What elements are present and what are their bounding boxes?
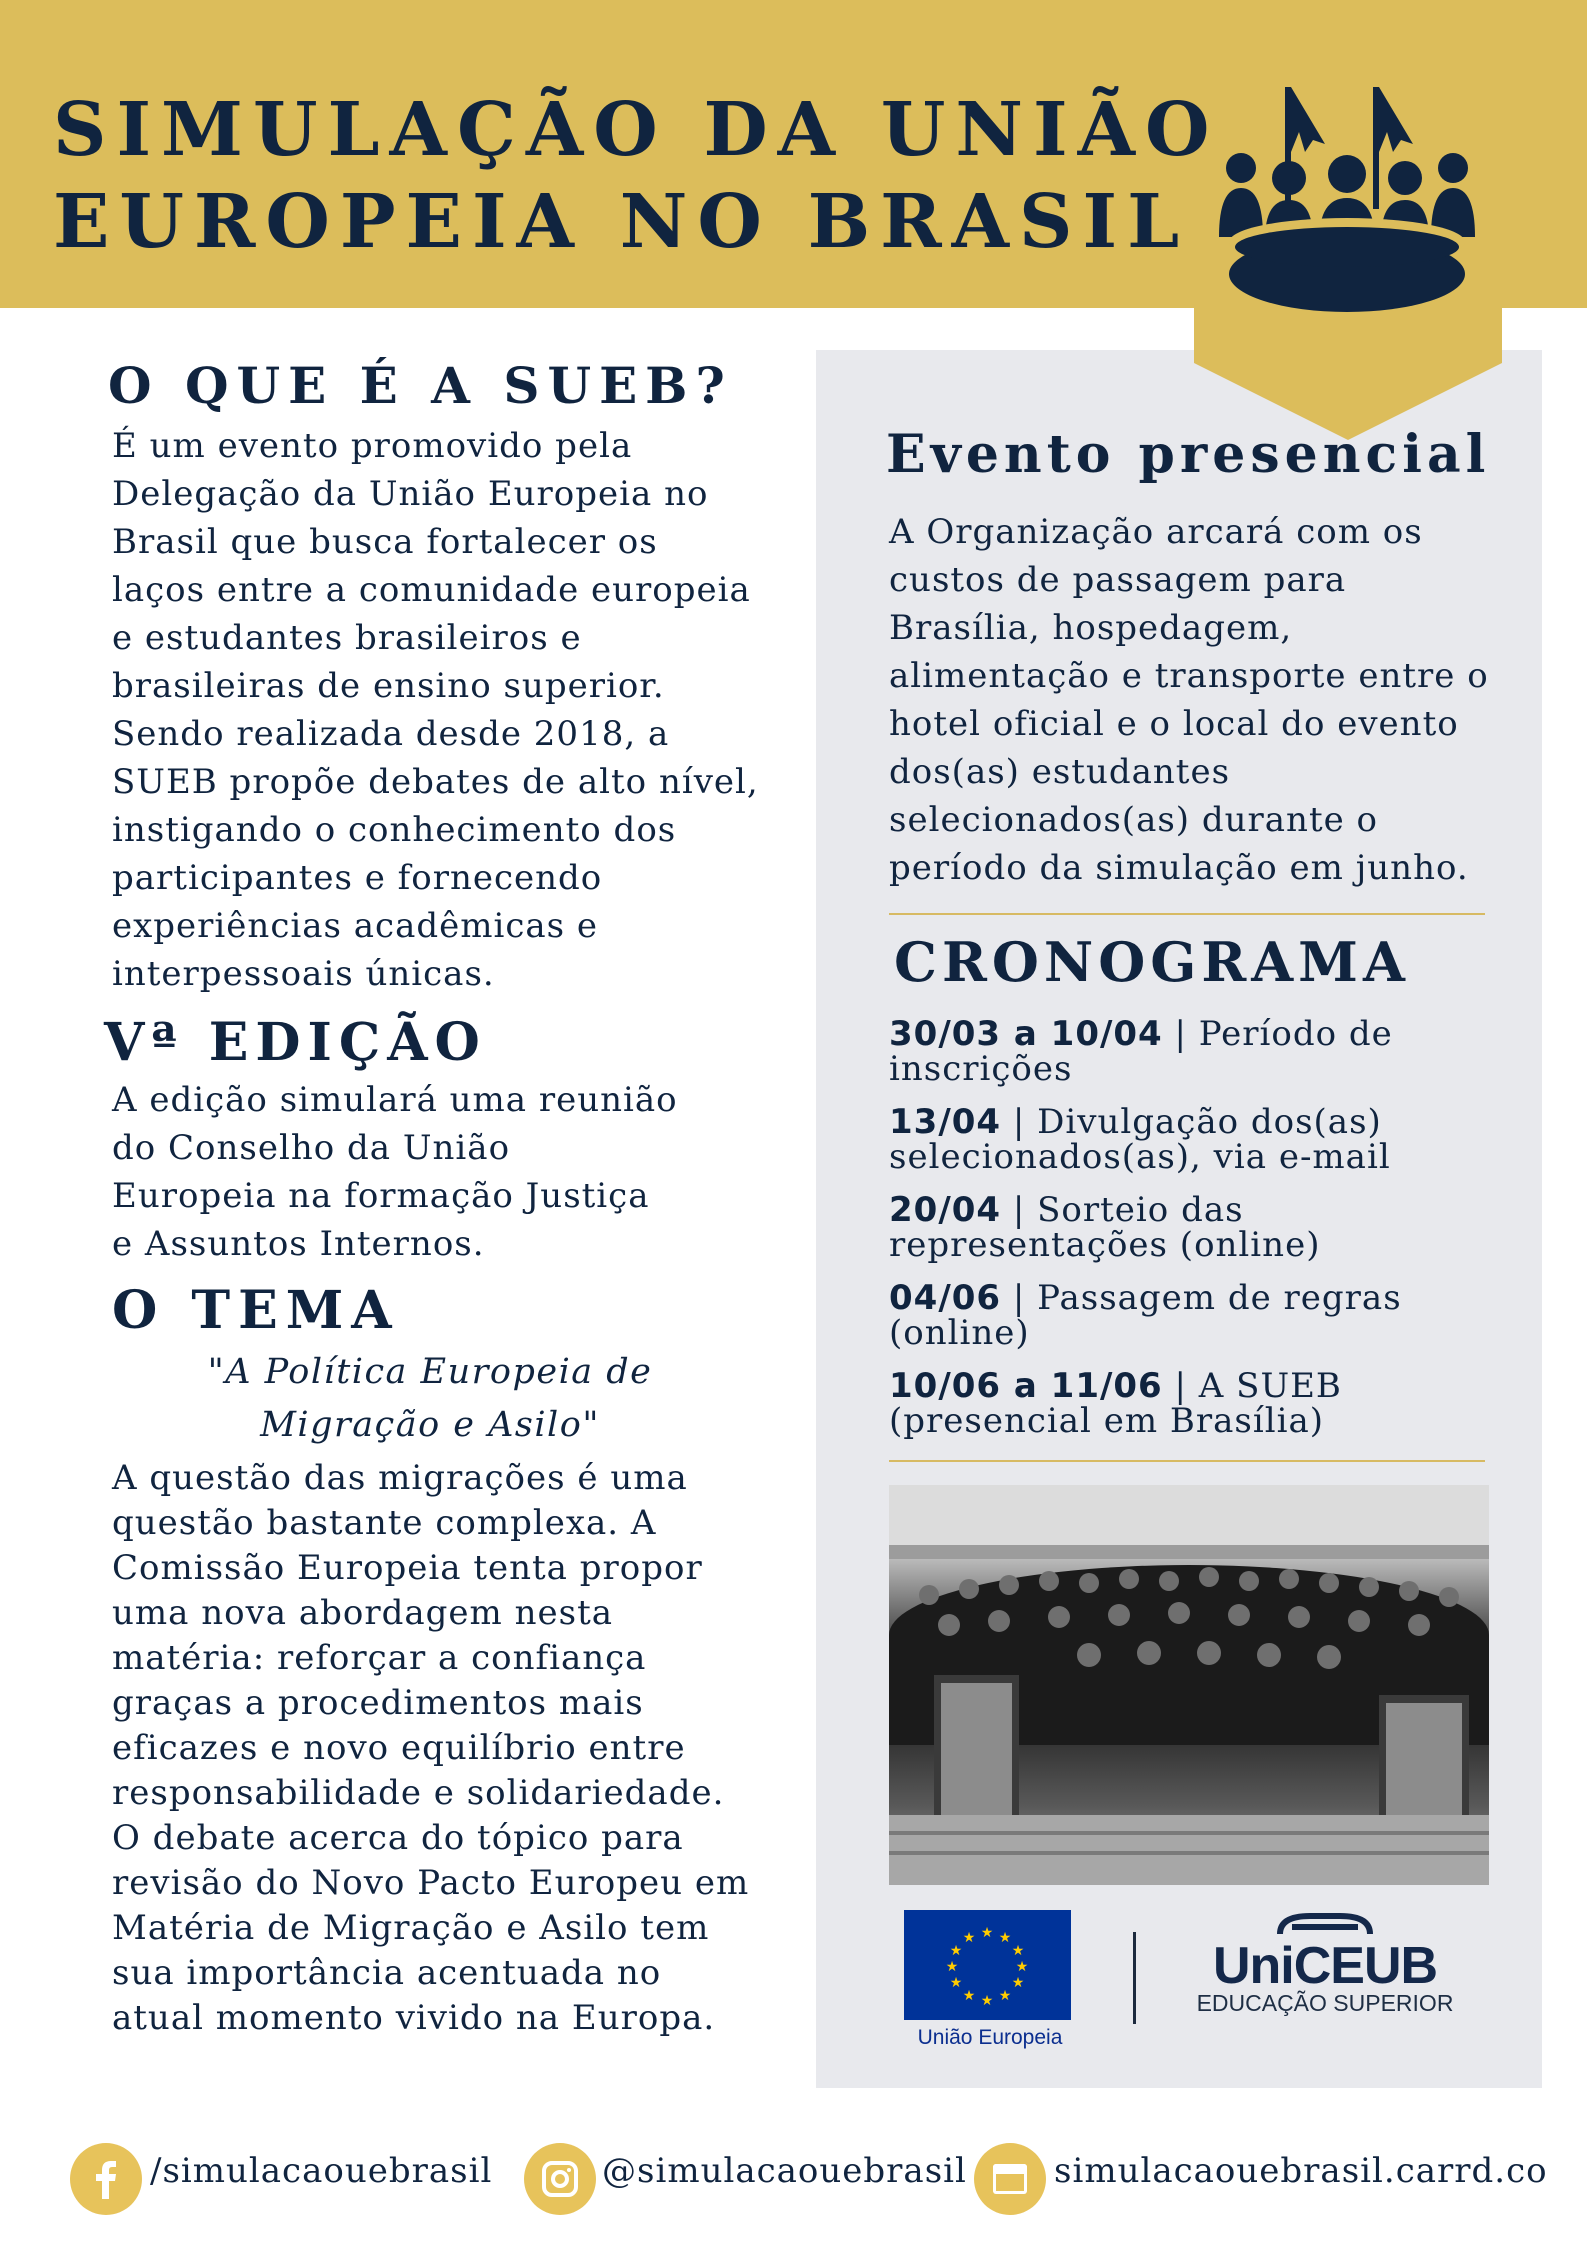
svg-text:★: ★ — [1015, 1959, 1029, 1975]
svg-text:★: ★ — [980, 1925, 994, 1941]
schedule-item: 04/06 | Passagem de regras (online) — [889, 1278, 1402, 1353]
eu-flag — [904, 1910, 1071, 2020]
schedule-desc: Período de inscrições — [889, 1014, 1393, 1089]
eu-label: União Europeia — [917, 2026, 1063, 2049]
facebook-handle: /simulacaouebrasil — [150, 2151, 493, 2191]
group-photo-illustration — [889, 1485, 1489, 1885]
schedule-item: 30/03 a 10/04 | Período de inscrições — [889, 1014, 1393, 1089]
svg-text:★: ★ — [1011, 1943, 1025, 1959]
svg-text:★: ★ — [1011, 1975, 1025, 1991]
divider-top — [889, 913, 1485, 915]
schedule-desc: Sorteio das representações (online) — [889, 1190, 1321, 1265]
theme-quote: "A Política Europeia de Migração e Asilo" — [207, 1352, 653, 1445]
what-is-text: É um evento promovido pela Delegação da União Europeia no Brasil que busca fortalecer os laços entre a comunidade europeia e estudantes brasileiros e brasileiras de ensino superior. Sendo realizada desde 2018, a SUEB propõe debates de alto nível, instigando o conhecimento dos participantes e fornecendo experiências acadêmicas e interpessoais únicas. — [112, 426, 759, 994]
schedule-item: 10/06 a 11/06 | A SUEB (presencial em Brasília) — [889, 1366, 1342, 1441]
event-text: A Organização arcará com os custos de passagem para Brasília, hospedagem, alimentação e transporte entre o hotel oficial e o local do evento dos(as) estudantes selecionados(as) durante o período da simulação em junho. — [889, 512, 1489, 888]
website-link[interactable] — [974, 2143, 1548, 2215]
browser-window-icon — [974, 2143, 1046, 2215]
schedule-desc: Passagem de regras (online) — [889, 1278, 1402, 1353]
schedule-date: 30/03 a 10/04 — [889, 1014, 1163, 1054]
schedule-date: 10/06 a 11/06 — [889, 1366, 1163, 1406]
svg-text:★: ★ — [962, 1988, 976, 2004]
facebook-icon — [70, 2143, 142, 2215]
what-is-heading: O QUE É A SUEB? — [108, 356, 733, 415]
schedule-heading: CRONOGRAMA — [894, 930, 1410, 994]
website-url: simulacaouebrasil.carrd.co — [1054, 2151, 1548, 2191]
svg-text:★: ★ — [949, 1975, 963, 1991]
uniceub-logo-subtitle: EDUCAÇÃO SUPERIOR — [1196, 1990, 1454, 2016]
svg-text:★: ★ — [945, 1959, 959, 1975]
theme-text: A questão das migrações é uma questão bastante complexa. A Comissão Europeia tenta propor uma nova abordagem nesta matéria: reforçar a confiança graças a procedimentos mais eficazes e novo equilíbrio entre responsabilidade e solidariedade. O debate acerca do tópico para revisão do Novo Pacto Europeu em Matéria de Migração e Asilo tem sua importância acentuada no atual momento vivido na Europa. — [112, 1458, 750, 2038]
assembly-flags-icon — [1215, 82, 1479, 314]
logo-separator — [1133, 1932, 1136, 2024]
theme-heading: O TEMA — [112, 1280, 400, 1341]
title-line-2: EUROPEIA NO BRASIL — [53, 179, 1190, 265]
schedule-item: 13/04 | Divulgação dos(as) selecionados(as), via e-mail — [889, 1102, 1391, 1177]
svg-text:★: ★ — [949, 1943, 963, 1959]
schedule-date: 13/04 — [889, 1102, 1002, 1142]
schedule-date: 04/06 — [889, 1278, 1002, 1318]
group-photo — [889, 1485, 1489, 1885]
schedule-date: 20/04 — [889, 1190, 1002, 1230]
svg-text:★: ★ — [980, 1993, 994, 2009]
event-heading: Evento presencial — [886, 424, 1491, 485]
facebook-link[interactable] — [70, 2143, 493, 2215]
edition-text: A edição simulará uma reunião do Conselho da União Europeia na formação Justiça e Assuntos Internos. — [112, 1080, 678, 1264]
schedule-desc: Divulgação dos(as) selecionados(as), via e-mail — [889, 1102, 1391, 1177]
instagram-handle: @simulacaouebrasil — [602, 2151, 967, 2191]
svg-text:★: ★ — [998, 1930, 1012, 1946]
edition-heading: Vª EDIÇÃO — [104, 1012, 487, 1073]
divider-bottom — [889, 1460, 1485, 1462]
uniceub-logo-text: UniCEUB — [1212, 1937, 1438, 1995]
instagram-icon — [524, 2143, 596, 2215]
page-title — [53, 84, 1220, 268]
eu-stars-icon — [904, 1910, 1071, 2020]
schedule-item: 20/04 | Sorteio das representações (online) — [889, 1190, 1321, 1265]
schedule-desc: A SUEB (presencial em Brasília) — [889, 1366, 1342, 1441]
instagram-link[interactable] — [524, 2143, 967, 2215]
svg-text:★: ★ — [998, 1988, 1012, 2004]
title-line-1: SIMULAÇÃO DA UNIÃO — [53, 87, 1220, 173]
svg-text:★: ★ — [962, 1930, 976, 1946]
